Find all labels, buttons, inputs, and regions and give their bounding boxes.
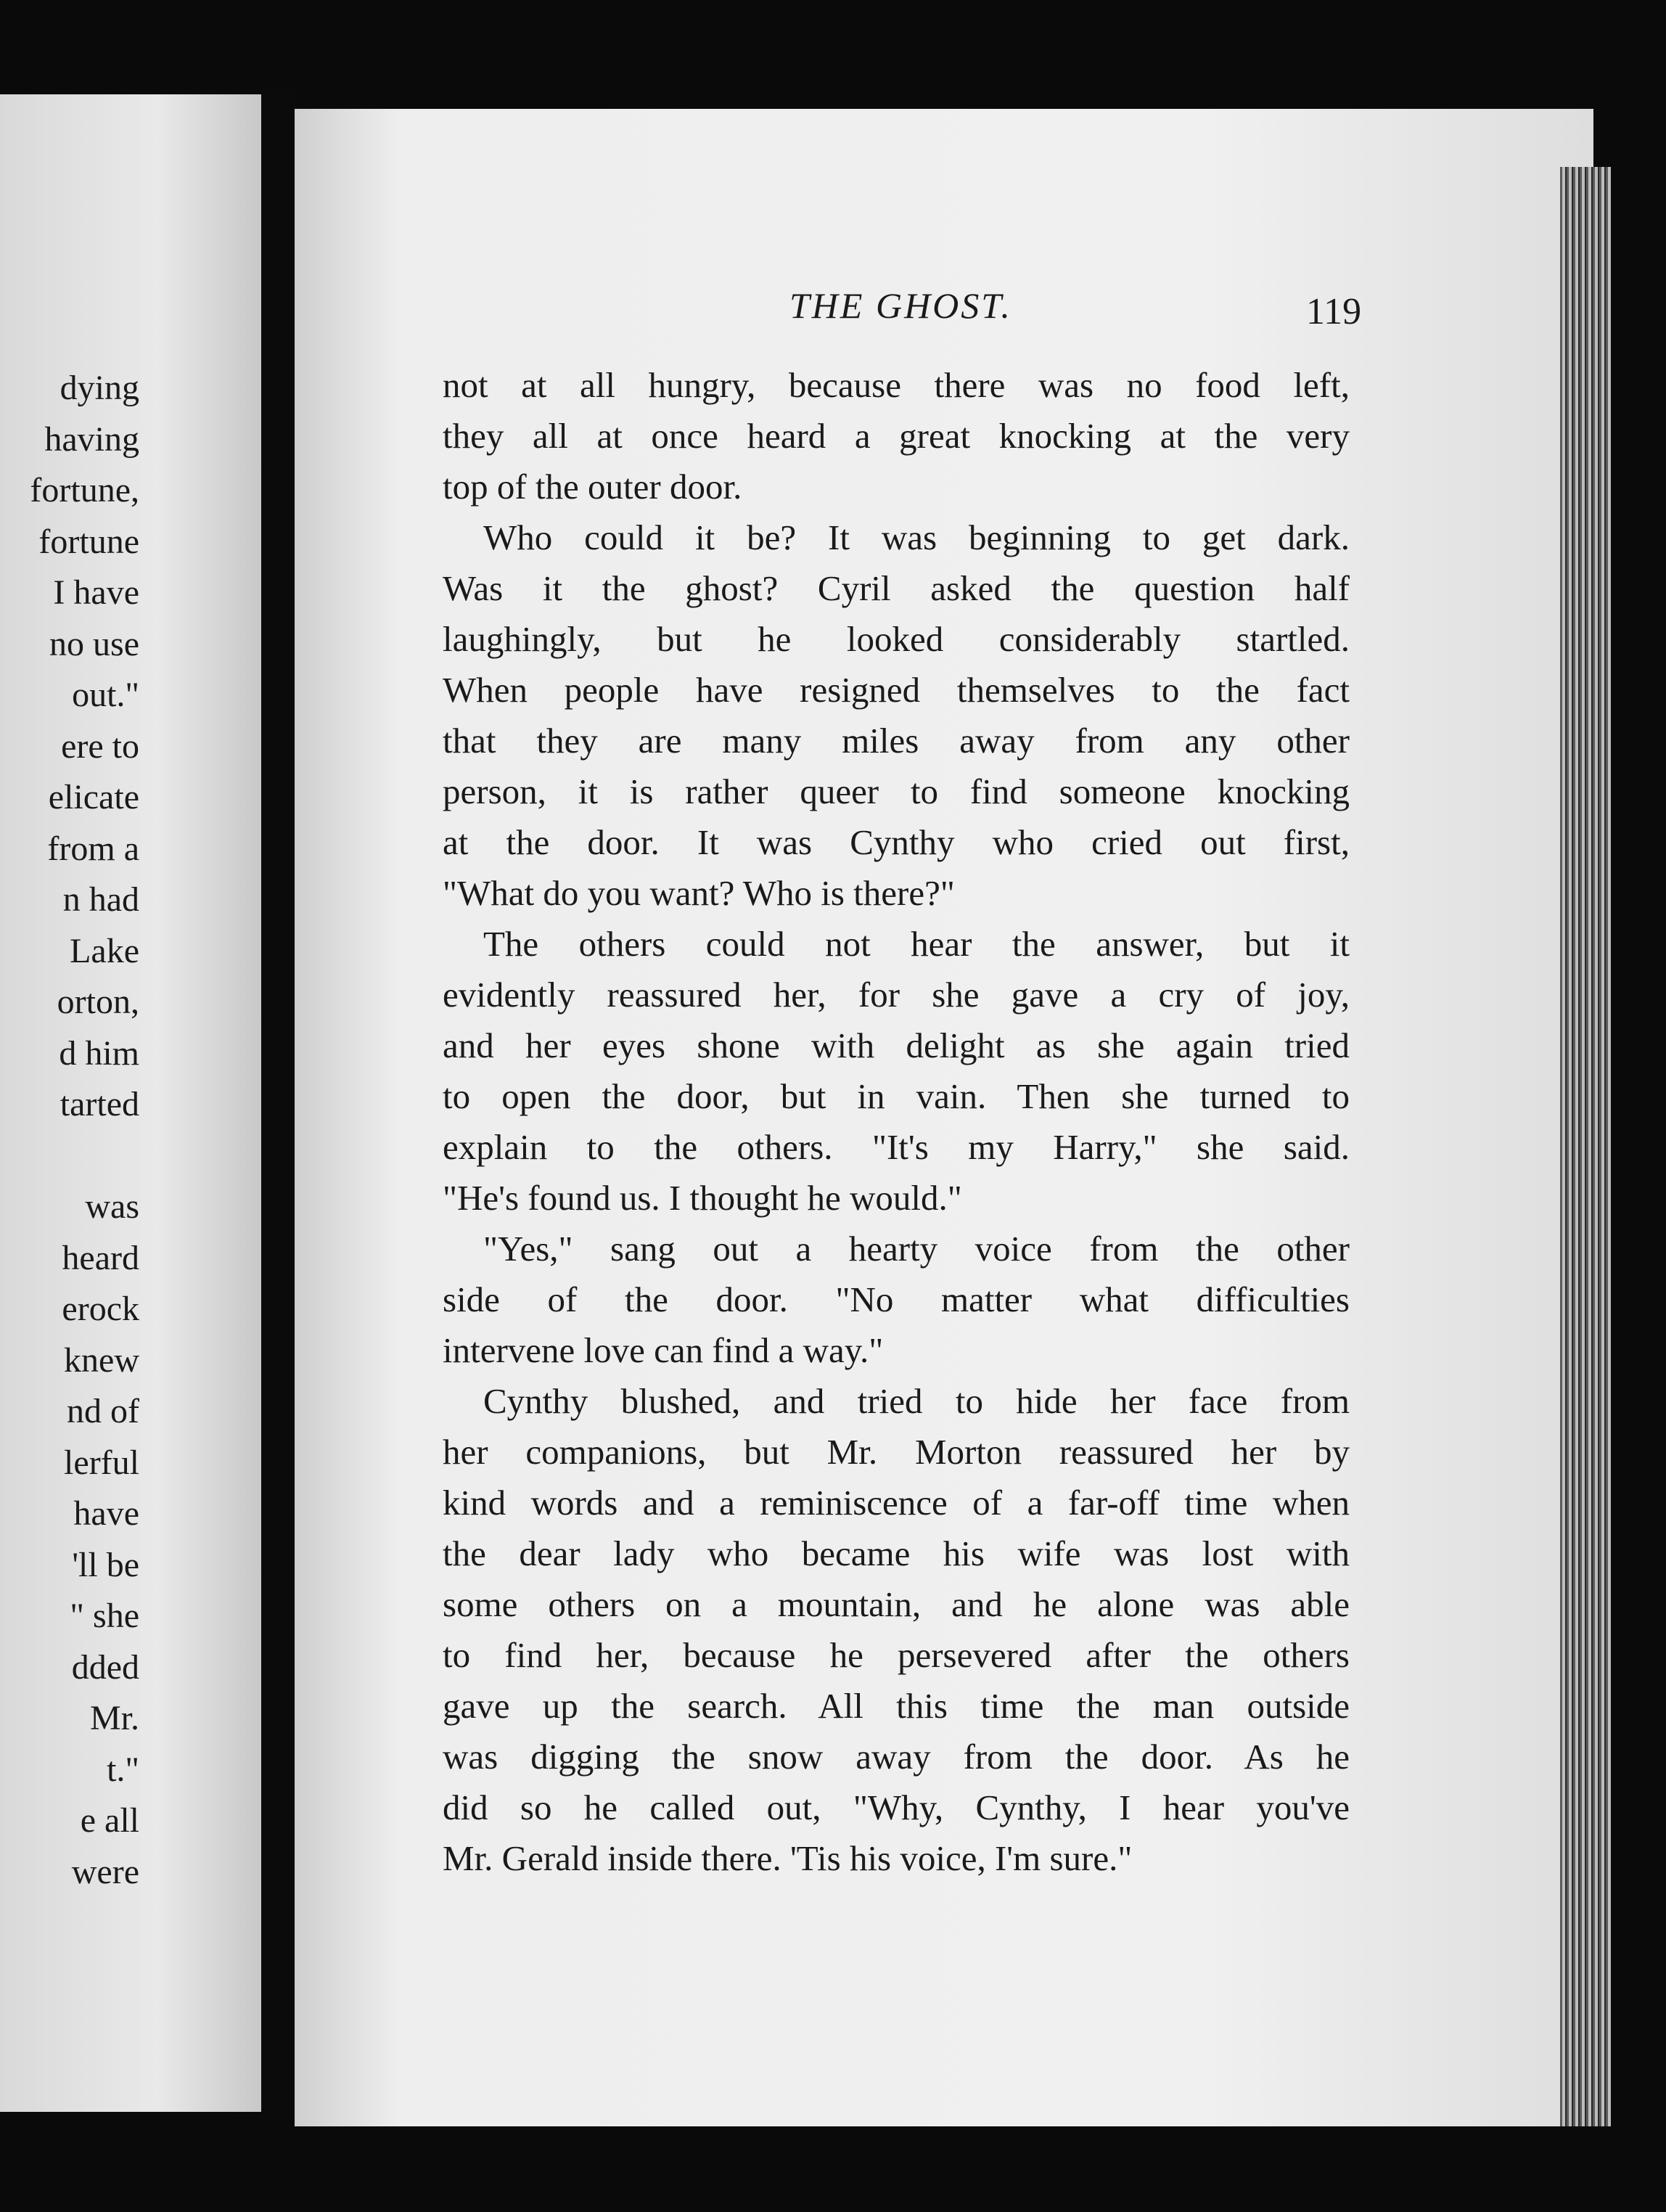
left-page-line: from a [47,829,139,868]
text-line: intervene love can find a way." [443,1330,884,1370]
text-line: When people have resigned themselves to the fact [443,670,1350,710]
left-page-line: orton, [57,983,139,1021]
left-page-line: out." [72,676,139,714]
text-line: Mr. Gerald inside there. 'Tis his voice, I'm sure." [443,1838,1133,1878]
left-page-line: no use [49,624,139,663]
body-text [443,360,1350,1884]
left-page-line: Lake [70,931,139,970]
left-page-line: " she [70,1597,139,1635]
left-page-line: n had [62,880,139,919]
text-line: her companions, but Mr. Morton reassured her by [443,1432,1350,1472]
text-line: was digging the snow away from the door. As he [443,1737,1350,1777]
text-line: Who could it be? It was beginning to get dark. [483,517,1350,557]
page-edges [1560,167,1611,2126]
left-page-line: nd of [67,1392,139,1430]
text-line: to open the door, but in vain. Then she turned to [443,1076,1350,1116]
text-line: some others on a mountain, and he alone was able [443,1584,1350,1624]
text-line: they all at once heard a great knocking at the very [443,416,1350,456]
text-line: "He's found us. I thought he would." [443,1178,962,1218]
left-page-line: erock [62,1290,139,1328]
text-line: "Yes," sang out a hearty voice from the other [483,1229,1350,1269]
left-page-line: was [85,1187,139,1226]
text-line: "What do you want? Who is there?" [443,873,955,913]
left-page [0,94,261,2112]
book-gutter [261,87,295,2119]
text-line: gave up the search. All this time the man outside [443,1686,1350,1726]
text-line: to find her, because he persevered after the others [443,1635,1350,1675]
left-page-line: Mr. [89,1699,139,1737]
text-line: side of the door. "No matter what difficulties [443,1279,1350,1319]
text-line: not at all hungry, because there was no food left, [443,365,1350,405]
text-line: Cynthy blushed, and tried to hide her face from [483,1381,1350,1421]
text-line: explain to the others. "It's my Harry," she said. [443,1127,1350,1167]
left-page-line: dded [71,1647,139,1687]
left-page-line: t." [107,1750,139,1789]
text-line: laughingly, but he looked considerably startled. [443,619,1350,659]
text-line: person, it is rather queer to find someone knocking [443,771,1350,811]
left-page-line: dying [60,369,139,407]
left-page-line: heard [62,1238,139,1277]
left-page-line: ere to [61,726,139,766]
text-line: evidently reassured her, for she gave a cry of joy, [443,975,1350,1015]
running-head: THE GHOST. [789,285,1012,326]
left-page-line: knew [64,1340,139,1380]
left-page-line: d him [59,1033,139,1073]
left-page-line: have [73,1494,139,1533]
left-page-line: e all [80,1801,139,1840]
left-page-line: lerful [64,1443,139,1482]
left-page-line: I have [53,573,139,612]
text-line: the dear lady who became his wife was lost with [443,1533,1350,1573]
text-line: and her eyes shone with delight as she again tried [443,1025,1350,1065]
left-page-line: 'll be [72,1545,139,1584]
left-page-line: were [71,1852,139,1891]
text-line: Was it the ghost? Cyril asked the question half [443,568,1350,608]
text-line: that they are many miles away from any other [443,721,1350,761]
left-page-line: elicate [48,778,139,816]
page-number: 119 [1306,291,1362,332]
text-line: did so he called out, "Why, Cynthy, I hear you've [443,1787,1350,1827]
text-line: at the door. It was Cynthy who cried out first, [443,822,1350,862]
left-page-line: fortune [38,522,139,561]
text-line: The others could not hear the answer, but it [483,924,1350,964]
text-line: top of the outer door. [443,467,742,507]
left-page-line: tarted [60,1085,139,1123]
left-page-line: fortune, [30,471,139,509]
text-line: kind words and a reminiscence of a far-off time when [443,1483,1350,1523]
left-page-line [0,1131,261,1181]
left-page-line: having [44,419,139,459]
